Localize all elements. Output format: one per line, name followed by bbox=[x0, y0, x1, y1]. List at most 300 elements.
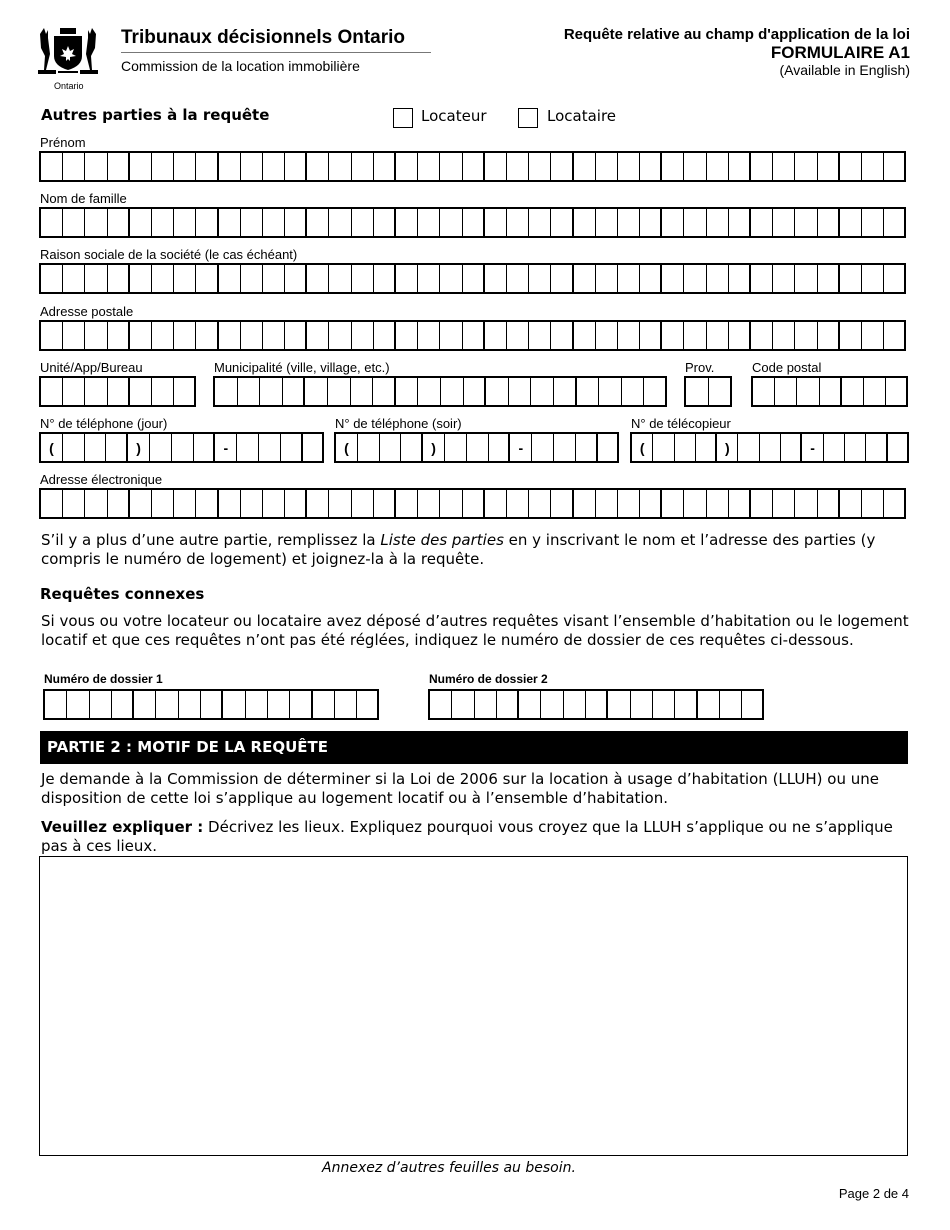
grid-cell[interactable] bbox=[662, 265, 684, 292]
grid-cell[interactable] bbox=[63, 322, 85, 349]
grid-cell[interactable] bbox=[63, 378, 85, 405]
grid-cell[interactable] bbox=[485, 490, 507, 517]
grid-cell[interactable] bbox=[285, 209, 307, 236]
grid-cell[interactable] bbox=[352, 265, 374, 292]
grid-cell[interactable] bbox=[196, 209, 218, 236]
grid-cell[interactable] bbox=[888, 434, 909, 461]
grid-cell[interactable] bbox=[795, 322, 817, 349]
fax-field[interactable] bbox=[630, 432, 909, 463]
grid-cell[interactable] bbox=[818, 322, 840, 349]
grid-cell[interactable] bbox=[241, 153, 263, 180]
grid-cell[interactable] bbox=[696, 434, 717, 461]
grid-cell[interactable] bbox=[709, 378, 732, 405]
grid-cell[interactable] bbox=[307, 153, 329, 180]
grid-cell[interactable] bbox=[41, 490, 63, 517]
tenant-checkbox[interactable] bbox=[518, 108, 538, 128]
grid-cell[interactable] bbox=[241, 322, 263, 349]
grid-cell[interactable] bbox=[152, 378, 174, 405]
grid-cell[interactable] bbox=[485, 265, 507, 292]
grid-cell[interactable] bbox=[596, 322, 618, 349]
grid-cell[interactable] bbox=[440, 490, 462, 517]
grid-cell[interactable] bbox=[662, 209, 684, 236]
grid-cell[interactable] bbox=[260, 378, 283, 405]
grid-cell[interactable] bbox=[684, 322, 706, 349]
grid-cell[interactable] bbox=[452, 691, 474, 718]
grid-cell[interactable] bbox=[90, 691, 112, 718]
grid-cell[interactable] bbox=[108, 378, 130, 405]
grid-cell[interactable] bbox=[463, 322, 485, 349]
grid-cell[interactable] bbox=[156, 691, 178, 718]
grid-cell[interactable] bbox=[463, 153, 485, 180]
grid-cell[interactable] bbox=[862, 490, 884, 517]
grid-cell[interactable] bbox=[640, 322, 662, 349]
grid-cell[interactable] bbox=[463, 265, 485, 292]
grid-cell[interactable] bbox=[529, 265, 551, 292]
grid-cell[interactable] bbox=[675, 691, 697, 718]
grid-cell[interactable] bbox=[194, 434, 216, 461]
grid-cell[interactable] bbox=[653, 691, 675, 718]
grid-cell[interactable]: - bbox=[510, 434, 532, 461]
grid-cell[interactable] bbox=[374, 209, 396, 236]
grid-cell[interactable] bbox=[352, 490, 374, 517]
street-field[interactable] bbox=[39, 320, 906, 351]
grid-cell[interactable] bbox=[440, 322, 462, 349]
grid-cell[interactable] bbox=[396, 209, 418, 236]
grid-cell[interactable] bbox=[63, 153, 85, 180]
grid-cell[interactable] bbox=[108, 265, 130, 292]
grid-cell[interactable] bbox=[662, 490, 684, 517]
grid-cell[interactable] bbox=[862, 153, 884, 180]
grid-cell[interactable] bbox=[596, 265, 618, 292]
grid-cell[interactable] bbox=[196, 490, 218, 517]
grid-cell[interactable] bbox=[507, 490, 529, 517]
grid-cell[interactable]: - bbox=[802, 434, 823, 461]
grid-cell[interactable] bbox=[554, 378, 577, 405]
grid-cell[interactable] bbox=[152, 209, 174, 236]
grid-cell[interactable] bbox=[67, 691, 89, 718]
grid-cell[interactable] bbox=[85, 434, 107, 461]
grid-cell[interactable] bbox=[85, 490, 107, 517]
grid-cell[interactable] bbox=[41, 322, 63, 349]
grid-cell[interactable] bbox=[884, 153, 906, 180]
last-name-field[interactable] bbox=[39, 207, 906, 238]
grid-cell[interactable] bbox=[640, 265, 662, 292]
grid-cell[interactable] bbox=[531, 378, 554, 405]
grid-cell[interactable] bbox=[818, 153, 840, 180]
grid-cell[interactable] bbox=[596, 209, 618, 236]
grid-cell[interactable] bbox=[599, 378, 622, 405]
grid-cell[interactable] bbox=[551, 265, 573, 292]
grid-cell[interactable] bbox=[507, 265, 529, 292]
grid-cell[interactable] bbox=[720, 691, 742, 718]
grid-cell[interactable] bbox=[753, 378, 775, 405]
grid-cell[interactable] bbox=[884, 265, 906, 292]
grid-cell[interactable]: ) bbox=[423, 434, 445, 461]
grid-cell[interactable] bbox=[742, 691, 764, 718]
grid-cell[interactable] bbox=[640, 209, 662, 236]
grid-cell[interactable] bbox=[174, 322, 196, 349]
grid-cell[interactable] bbox=[862, 265, 884, 292]
grid-cell[interactable] bbox=[106, 434, 128, 461]
grid-cell[interactable] bbox=[305, 378, 328, 405]
grid-cell[interactable] bbox=[263, 209, 285, 236]
grid-cell[interactable] bbox=[486, 378, 509, 405]
grid-cell[interactable] bbox=[884, 209, 906, 236]
grid-cell[interactable] bbox=[586, 691, 608, 718]
explanation-textarea[interactable] bbox=[39, 856, 908, 1156]
landlord-checkbox[interactable] bbox=[393, 108, 413, 128]
grid-cell[interactable] bbox=[152, 322, 174, 349]
grid-cell[interactable]: - bbox=[215, 434, 237, 461]
grid-cell[interactable] bbox=[529, 153, 551, 180]
grid-cell[interactable] bbox=[174, 153, 196, 180]
grid-cell[interactable] bbox=[418, 153, 440, 180]
grid-cell[interactable] bbox=[85, 153, 107, 180]
grid-cell[interactable] bbox=[662, 322, 684, 349]
grid-cell[interactable] bbox=[112, 691, 134, 718]
grid-cell[interactable] bbox=[684, 153, 706, 180]
grid-cell[interactable] bbox=[751, 209, 773, 236]
grid-cell[interactable] bbox=[574, 153, 596, 180]
grid-cell[interactable] bbox=[485, 153, 507, 180]
grid-cell[interactable] bbox=[396, 322, 418, 349]
grid-cell[interactable] bbox=[463, 490, 485, 517]
grid-cell[interactable] bbox=[845, 434, 866, 461]
grid-cell[interactable] bbox=[497, 691, 519, 718]
grid-cell[interactable] bbox=[259, 434, 281, 461]
grid-cell[interactable]: ( bbox=[632, 434, 653, 461]
grid-cell[interactable] bbox=[818, 209, 840, 236]
grid-cell[interactable] bbox=[485, 209, 507, 236]
grid-cell[interactable] bbox=[418, 490, 440, 517]
grid-cell[interactable] bbox=[108, 322, 130, 349]
grid-cell[interactable] bbox=[707, 265, 729, 292]
grid-cell[interactable] bbox=[773, 322, 795, 349]
grid-cell[interactable] bbox=[152, 265, 174, 292]
grid-cell[interactable] bbox=[840, 322, 862, 349]
grid-cell[interactable] bbox=[329, 265, 351, 292]
grid-cell[interactable] bbox=[263, 322, 285, 349]
grid-cell[interactable] bbox=[840, 153, 862, 180]
grid-cell[interactable] bbox=[130, 490, 152, 517]
grid-cell[interactable] bbox=[196, 322, 218, 349]
grid-cell[interactable] bbox=[358, 434, 380, 461]
grid-cell[interactable] bbox=[418, 322, 440, 349]
grid-cell[interactable] bbox=[507, 322, 529, 349]
grid-cell[interactable] bbox=[618, 265, 640, 292]
grid-cell[interactable] bbox=[618, 322, 640, 349]
grid-cell[interactable] bbox=[130, 153, 152, 180]
grid-cell[interactable] bbox=[463, 209, 485, 236]
grid-cell[interactable] bbox=[773, 209, 795, 236]
grid-cell[interactable] bbox=[196, 153, 218, 180]
grid-cell[interactable] bbox=[263, 265, 285, 292]
grid-cell[interactable] bbox=[329, 322, 351, 349]
grid-cell[interactable] bbox=[108, 153, 130, 180]
grid-cell[interactable] bbox=[818, 265, 840, 292]
grid-cell[interactable] bbox=[41, 265, 63, 292]
grid-cell[interactable] bbox=[840, 265, 862, 292]
file-number-1-field[interactable] bbox=[43, 689, 379, 720]
grid-cell[interactable]: ( bbox=[336, 434, 358, 461]
grid-cell[interactable] bbox=[374, 153, 396, 180]
grid-cell[interactable] bbox=[596, 153, 618, 180]
grid-cell[interactable] bbox=[554, 434, 576, 461]
grid-cell[interactable] bbox=[707, 209, 729, 236]
grid-cell[interactable] bbox=[357, 691, 379, 718]
grid-cell[interactable] bbox=[729, 490, 751, 517]
grid-cell[interactable] bbox=[223, 691, 245, 718]
grid-cell[interactable] bbox=[795, 209, 817, 236]
grid-cell[interactable] bbox=[574, 209, 596, 236]
grid-cell[interactable] bbox=[215, 378, 238, 405]
grid-cell[interactable] bbox=[795, 265, 817, 292]
grid-cell[interactable] bbox=[475, 691, 497, 718]
grid-cell[interactable] bbox=[485, 322, 507, 349]
grid-cell[interactable] bbox=[134, 691, 156, 718]
grid-cell[interactable] bbox=[150, 434, 172, 461]
grid-cell[interactable] bbox=[130, 322, 152, 349]
grid-cell[interactable] bbox=[85, 378, 107, 405]
grid-cell[interactable] bbox=[884, 490, 906, 517]
grid-cell[interactable] bbox=[529, 322, 551, 349]
grid-cell[interactable] bbox=[773, 153, 795, 180]
grid-cell[interactable] bbox=[441, 378, 464, 405]
grid-cell[interactable] bbox=[219, 490, 241, 517]
grid-cell[interactable] bbox=[467, 434, 489, 461]
province-field[interactable] bbox=[684, 376, 732, 407]
grid-cell[interactable] bbox=[729, 209, 751, 236]
grid-cell[interactable] bbox=[640, 153, 662, 180]
grid-cell[interactable] bbox=[440, 209, 462, 236]
grid-cell[interactable] bbox=[281, 434, 303, 461]
grid-cell[interactable] bbox=[684, 490, 706, 517]
grid-cell[interactable] bbox=[529, 490, 551, 517]
grid-cell[interactable] bbox=[440, 265, 462, 292]
file-number-2-field[interactable] bbox=[428, 689, 764, 720]
grid-cell[interactable] bbox=[644, 378, 667, 405]
grid-cell[interactable] bbox=[352, 153, 374, 180]
grid-cell[interactable] bbox=[532, 434, 554, 461]
grid-cell[interactable] bbox=[285, 322, 307, 349]
grid-cell[interactable] bbox=[108, 490, 130, 517]
grid-cell[interactable] bbox=[519, 691, 541, 718]
grid-cell[interactable] bbox=[241, 209, 263, 236]
grid-cell[interactable] bbox=[41, 153, 63, 180]
grid-cell[interactable] bbox=[884, 322, 906, 349]
grid-cell[interactable] bbox=[219, 322, 241, 349]
grid-cell[interactable] bbox=[290, 691, 312, 718]
grid-cell[interactable] bbox=[773, 265, 795, 292]
grid-cell[interactable] bbox=[598, 434, 620, 461]
grid-cell[interactable] bbox=[201, 691, 223, 718]
grid-cell[interactable] bbox=[631, 691, 653, 718]
grid-cell[interactable] bbox=[820, 378, 842, 405]
grid-cell[interactable] bbox=[329, 490, 351, 517]
grid-cell[interactable] bbox=[551, 322, 573, 349]
grid-cell[interactable] bbox=[864, 378, 886, 405]
grid-cell[interactable] bbox=[445, 434, 467, 461]
grid-cell[interactable] bbox=[174, 265, 196, 292]
grid-cell[interactable] bbox=[219, 265, 241, 292]
grid-cell[interactable] bbox=[862, 209, 884, 236]
grid-cell[interactable] bbox=[686, 378, 709, 405]
municipality-field[interactable] bbox=[213, 376, 667, 407]
unit-field[interactable] bbox=[39, 376, 196, 407]
email-field[interactable] bbox=[39, 488, 906, 519]
grid-cell[interactable] bbox=[862, 322, 884, 349]
grid-cell[interactable] bbox=[698, 691, 720, 718]
grid-cell[interactable] bbox=[238, 378, 261, 405]
grid-cell[interactable] bbox=[329, 153, 351, 180]
grid-cell[interactable] bbox=[374, 490, 396, 517]
grid-cell[interactable] bbox=[738, 434, 759, 461]
grid-cell[interactable] bbox=[760, 434, 781, 461]
grid-cell[interactable] bbox=[781, 434, 802, 461]
grid-cell[interactable] bbox=[729, 322, 751, 349]
grid-cell[interactable] bbox=[418, 265, 440, 292]
grid-cell[interactable] bbox=[653, 434, 674, 461]
grid-cell[interactable] bbox=[775, 378, 797, 405]
grid-cell[interactable] bbox=[174, 490, 196, 517]
grid-cell[interactable] bbox=[507, 209, 529, 236]
grid-cell[interactable] bbox=[574, 322, 596, 349]
grid-cell[interactable] bbox=[373, 378, 396, 405]
grid-cell[interactable] bbox=[489, 434, 511, 461]
grid-cell[interactable] bbox=[374, 265, 396, 292]
grid-cell[interactable] bbox=[729, 153, 751, 180]
grid-cell[interactable] bbox=[285, 265, 307, 292]
grid-cell[interactable] bbox=[63, 434, 85, 461]
grid-cell[interactable] bbox=[352, 209, 374, 236]
grid-cell[interactable] bbox=[618, 209, 640, 236]
grid-cell[interactable] bbox=[574, 265, 596, 292]
grid-cell[interactable] bbox=[529, 209, 551, 236]
grid-cell[interactable] bbox=[707, 490, 729, 517]
grid-cell[interactable] bbox=[751, 265, 773, 292]
grid-cell[interactable] bbox=[85, 265, 107, 292]
grid-cell[interactable] bbox=[842, 378, 864, 405]
grid-cell[interactable] bbox=[63, 209, 85, 236]
grid-cell[interactable] bbox=[380, 434, 402, 461]
grid-cell[interactable] bbox=[63, 265, 85, 292]
grid-cell[interactable] bbox=[108, 209, 130, 236]
grid-cell[interactable] bbox=[303, 434, 325, 461]
grid-cell[interactable] bbox=[440, 153, 462, 180]
grid-cell[interactable] bbox=[307, 322, 329, 349]
grid-cell[interactable] bbox=[401, 434, 423, 461]
grid-cell[interactable]: ) bbox=[128, 434, 150, 461]
grid-cell[interactable] bbox=[707, 322, 729, 349]
grid-cell[interactable] bbox=[662, 153, 684, 180]
grid-cell[interactable] bbox=[268, 691, 290, 718]
grid-cell[interactable]: ) bbox=[717, 434, 738, 461]
grid-cell[interactable]: ( bbox=[41, 434, 63, 461]
grid-cell[interactable] bbox=[886, 378, 908, 405]
grid-cell[interactable] bbox=[418, 378, 441, 405]
grid-cell[interactable] bbox=[174, 378, 196, 405]
grid-cell[interactable] bbox=[396, 153, 418, 180]
first-name-field[interactable] bbox=[39, 151, 906, 182]
grid-cell[interactable] bbox=[329, 209, 351, 236]
grid-cell[interactable] bbox=[707, 153, 729, 180]
grid-cell[interactable] bbox=[130, 209, 152, 236]
grid-cell[interactable] bbox=[866, 434, 887, 461]
grid-cell[interactable] bbox=[577, 378, 600, 405]
grid-cell[interactable] bbox=[684, 265, 706, 292]
grid-cell[interactable] bbox=[246, 691, 268, 718]
grid-cell[interactable] bbox=[335, 691, 357, 718]
grid-cell[interactable] bbox=[219, 209, 241, 236]
grid-cell[interactable] bbox=[773, 490, 795, 517]
grid-cell[interactable] bbox=[564, 691, 586, 718]
grid-cell[interactable] bbox=[840, 490, 862, 517]
grid-cell[interactable] bbox=[263, 153, 285, 180]
grid-cell[interactable] bbox=[797, 378, 819, 405]
grid-cell[interactable] bbox=[684, 209, 706, 236]
grid-cell[interactable] bbox=[172, 434, 194, 461]
grid-cell[interactable] bbox=[307, 209, 329, 236]
grid-cell[interactable] bbox=[196, 265, 218, 292]
grid-cell[interactable] bbox=[179, 691, 201, 718]
grid-cell[interactable] bbox=[328, 378, 351, 405]
grid-cell[interactable] bbox=[574, 490, 596, 517]
grid-cell[interactable] bbox=[618, 153, 640, 180]
grid-cell[interactable] bbox=[374, 322, 396, 349]
grid-cell[interactable] bbox=[263, 490, 285, 517]
grid-cell[interactable] bbox=[418, 209, 440, 236]
grid-cell[interactable] bbox=[219, 153, 241, 180]
grid-cell[interactable] bbox=[824, 434, 845, 461]
grid-cell[interactable] bbox=[551, 153, 573, 180]
grid-cell[interactable] bbox=[85, 209, 107, 236]
grid-cell[interactable] bbox=[352, 322, 374, 349]
grid-cell[interactable] bbox=[541, 691, 563, 718]
grid-cell[interactable] bbox=[313, 691, 335, 718]
grid-cell[interactable] bbox=[41, 378, 63, 405]
grid-cell[interactable] bbox=[307, 265, 329, 292]
grid-cell[interactable] bbox=[152, 490, 174, 517]
grid-cell[interactable] bbox=[608, 691, 630, 718]
grid-cell[interactable] bbox=[618, 490, 640, 517]
grid-cell[interactable] bbox=[576, 434, 598, 461]
grid-cell[interactable] bbox=[751, 322, 773, 349]
company-field[interactable] bbox=[39, 263, 906, 294]
grid-cell[interactable] bbox=[351, 378, 374, 405]
grid-cell[interactable] bbox=[285, 153, 307, 180]
grid-cell[interactable] bbox=[237, 434, 259, 461]
grid-cell[interactable] bbox=[285, 490, 307, 517]
grid-cell[interactable] bbox=[675, 434, 696, 461]
grid-cell[interactable] bbox=[551, 490, 573, 517]
grid-cell[interactable] bbox=[307, 490, 329, 517]
grid-cell[interactable] bbox=[130, 265, 152, 292]
grid-cell[interactable] bbox=[751, 490, 773, 517]
grid-cell[interactable] bbox=[63, 490, 85, 517]
postal-field[interactable] bbox=[751, 376, 908, 407]
grid-cell[interactable] bbox=[41, 209, 63, 236]
grid-cell[interactable] bbox=[596, 490, 618, 517]
grid-cell[interactable] bbox=[130, 378, 152, 405]
grid-cell[interactable] bbox=[283, 378, 306, 405]
grid-cell[interactable] bbox=[509, 378, 532, 405]
grid-cell[interactable] bbox=[507, 153, 529, 180]
grid-cell[interactable] bbox=[396, 490, 418, 517]
grid-cell[interactable] bbox=[729, 265, 751, 292]
grid-cell[interactable] bbox=[241, 265, 263, 292]
grid-cell[interactable] bbox=[551, 209, 573, 236]
grid-cell[interactable] bbox=[795, 490, 817, 517]
